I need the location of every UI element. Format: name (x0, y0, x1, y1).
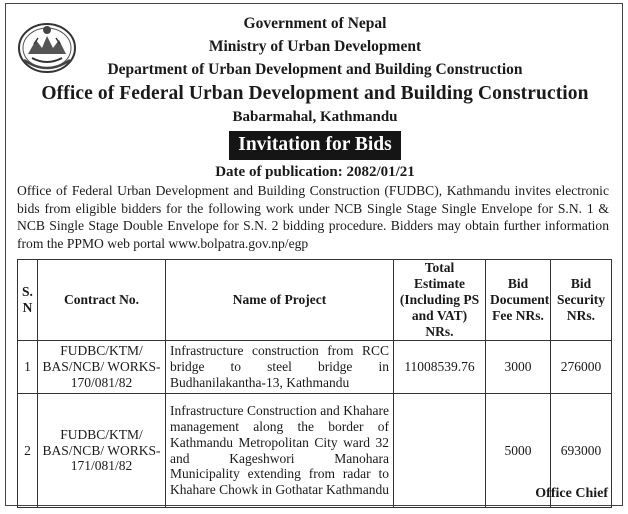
header-total-estimate: Total Estimate (Including PS and VAT) NRs. (394, 260, 486, 341)
table-row (18, 341, 612, 394)
table-row (18, 394, 612, 508)
cell-project-name: Infrastructure construction from RCC bridge to steel bridge in Budhanilakantha-13, Kathmandu (166, 341, 394, 394)
intro-paragraph: Office of Federal Urban Development and Building Construction (FUDBC), Kathmandu invites electronic bids from eligible bidders for the following work under NCB Single Stage Single Envelope for S.N. 1 & NCB Single Stage Double Envelope for S.N. 2 bidding procedure. Bidders may obtain further information from the PPMO web portal www.bolpatra.gov.np/egp (17, 183, 609, 251)
cell-project-name: Infrastructure Construction and Khahare management along the border of Kathmandu Metropolitan City ward 32 and Kageshwori Manohara Municipality extending from radar to Khahare Chowk in Gothatar Kathmandu (166, 394, 394, 508)
cell-total-estimate (394, 394, 486, 508)
cell-sn: 1 (18, 341, 38, 394)
cell-bid-security: 276000 (551, 341, 612, 394)
cell-sn: 2 (18, 394, 38, 508)
cell-contract-no: FUDBC/KTM/ BAS/NCB/ WORKS-171/081/82 (38, 394, 166, 508)
header-contract-no: Contract No. (38, 260, 166, 341)
publication-date: Date of publication: 2082/01/21 (215, 164, 415, 180)
table-header-row (18, 260, 612, 341)
bids-table (17, 259, 612, 508)
office-title: Office of Federal Urban Development and Building Construction (41, 83, 589, 104)
header-document-fee: Bid Document Fee NRs. (486, 260, 551, 341)
header-sn: S. N (18, 260, 38, 341)
ministry-title: Ministry of Urban Development (208, 38, 422, 55)
notice-title: Invitation for Bids (229, 131, 401, 160)
government-title: Government of Nepal (243, 15, 387, 32)
notice-title-wrap (6, 131, 624, 160)
signatory: Office Chief (535, 486, 608, 501)
cell-document-fee: 3000 (486, 341, 551, 394)
cell-bid-security: 693000 (551, 394, 612, 508)
cell-total-estimate: 11008539.76 (394, 341, 486, 394)
cell-contract-no: FUDBC/KTM/ BAS/NCB/ WORKS-170/081/82 (38, 341, 166, 394)
header-project-name: Name of Project (166, 260, 394, 341)
header-bid-security: Bid Security NRs. (551, 260, 612, 341)
cell-document-fee: 5000 (486, 394, 551, 508)
office-location: Babarmahal, Kathmandu (232, 109, 398, 125)
notice-page (5, 3, 623, 506)
department-title: Department of Urban Development and Building Construction (107, 61, 523, 78)
